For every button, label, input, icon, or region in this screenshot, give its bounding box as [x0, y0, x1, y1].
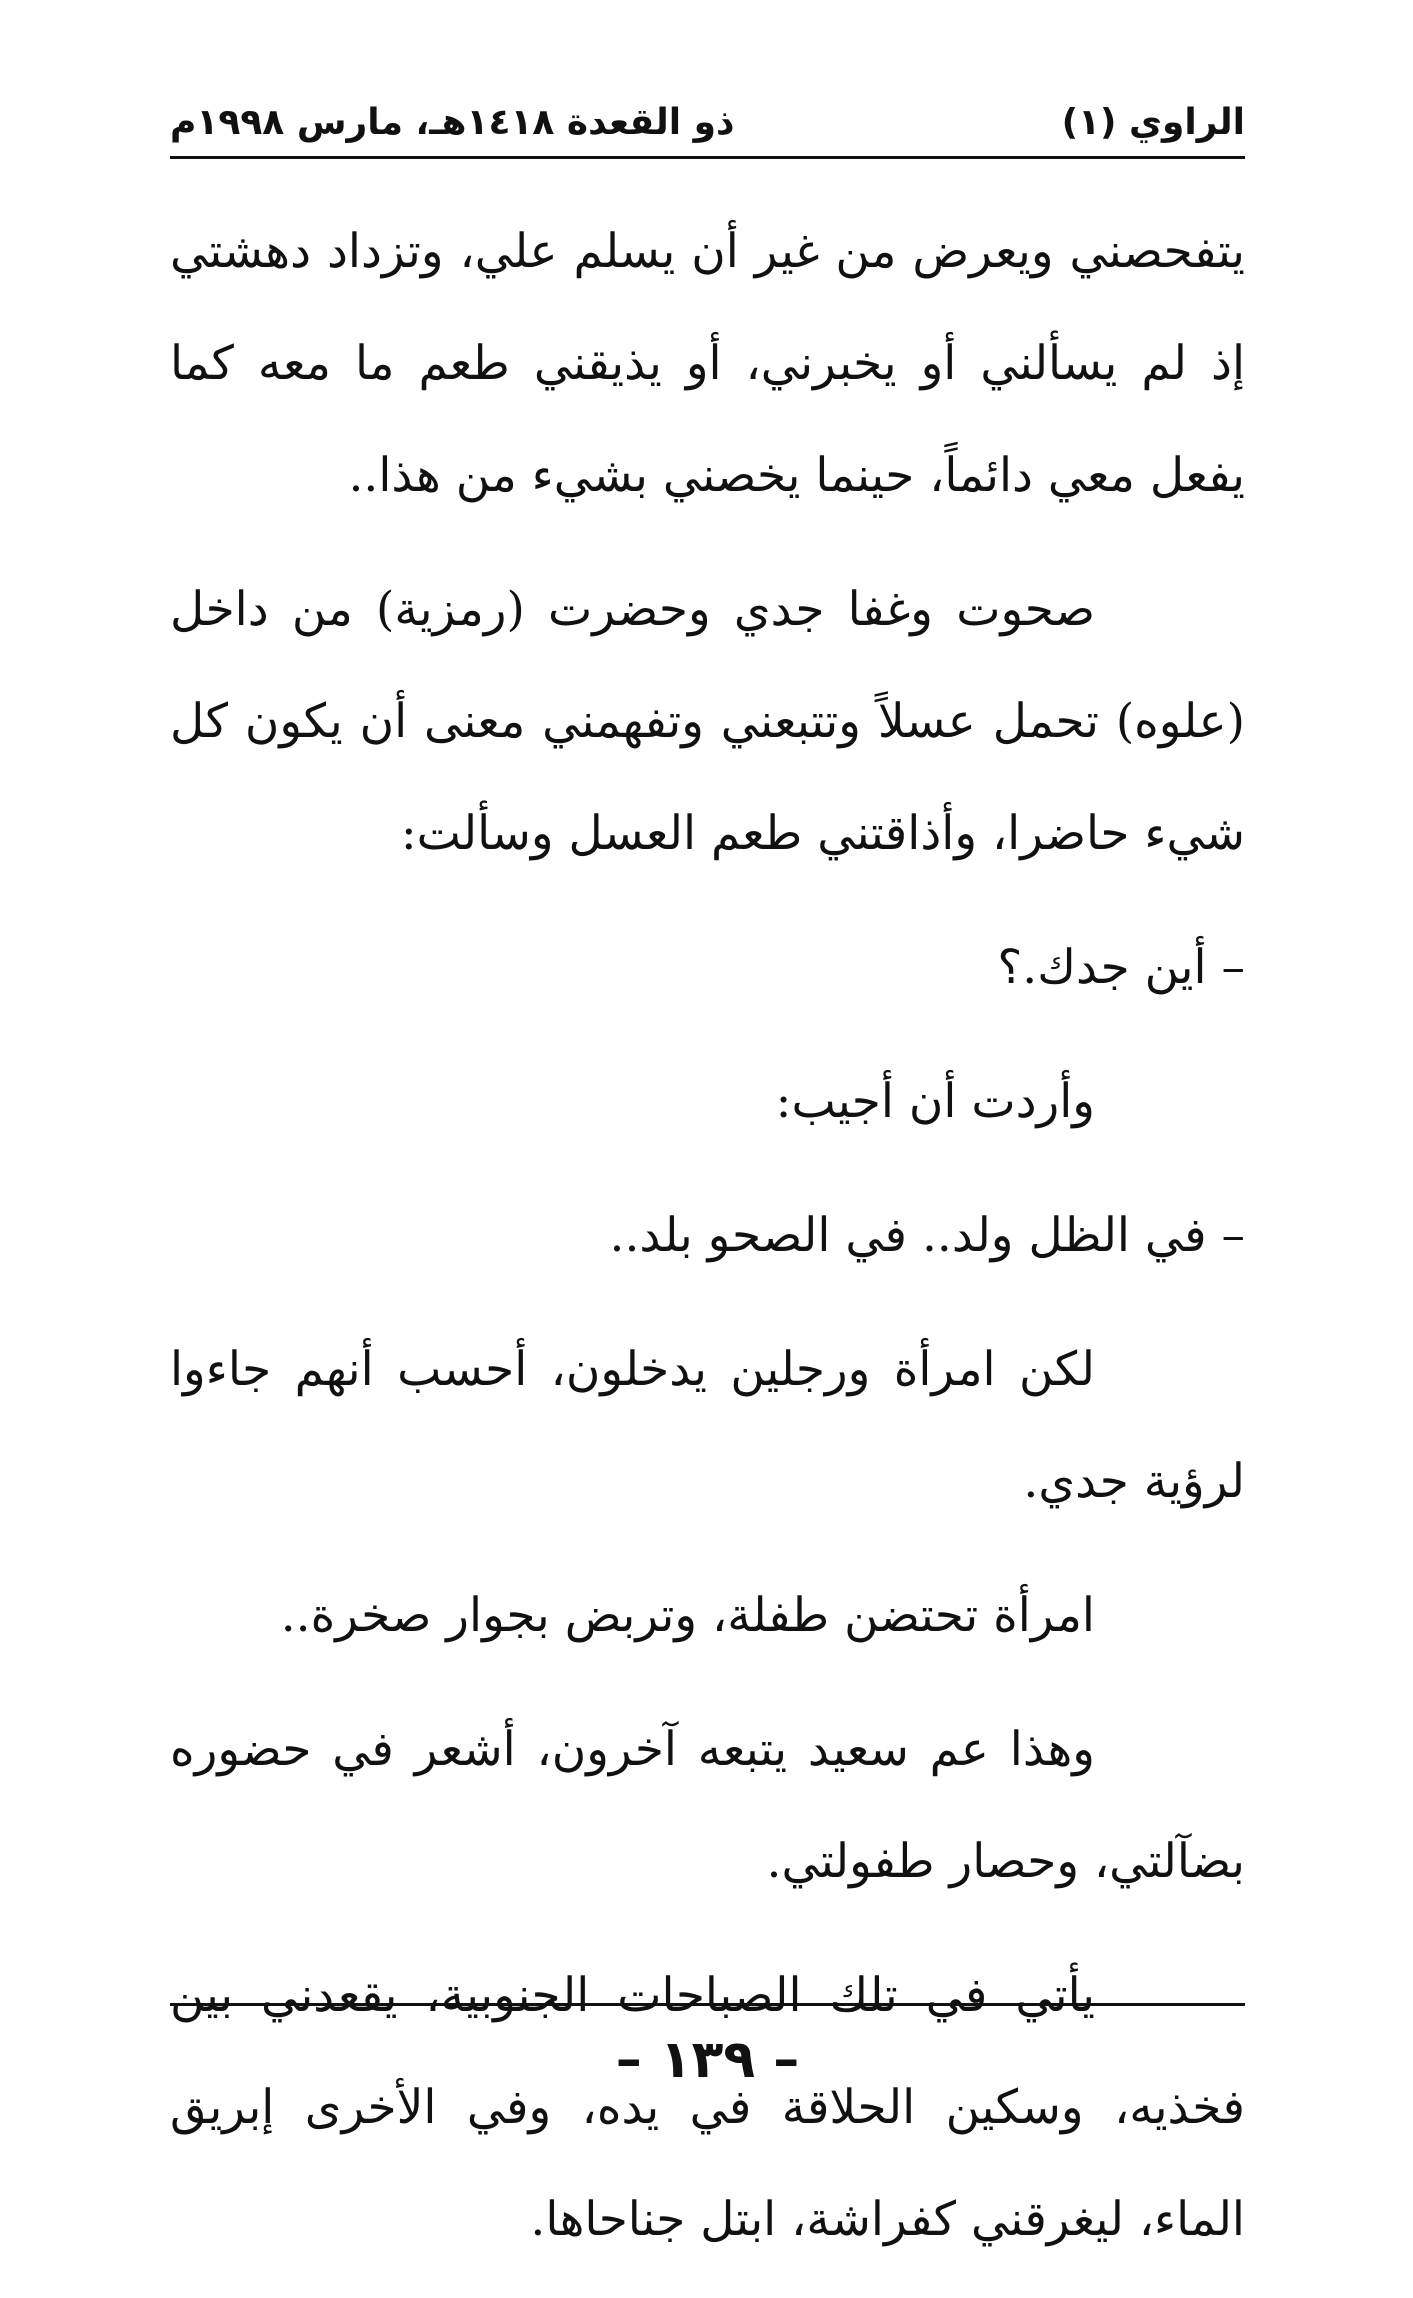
paragraph: يأتي في تلك الصباحات الجنوبية، يقعدني بين فخذيه، وسكين الحلاقة في يده، وفي الأخرى إبريق الماء، ليغرقني كفراشة، ابتل جناحاها.	[170, 1968, 1245, 2247]
paragraph: لكن امرأة ورجلين يدخلون، أحسب أنهم جاءوا لرؤية جدي.	[170, 1342, 1245, 1509]
document-page	[170, 0, 1245, 2247]
journal-title: الراوي (١)	[1061, 101, 1245, 143]
header-rule	[170, 156, 1245, 159]
page-number: – ١٣٩ –	[615, 2030, 800, 2090]
body-text	[170, 196, 1245, 2298]
running-header	[170, 92, 1245, 152]
dialogue-line: – أين جدك.؟	[997, 940, 1245, 995]
paragraph: يتفحصني ويعرض من غير أن يسلم علي، وتزداد دهشتي إذ لم يسألني أو يخبرني، أو يذيقني طعم ما معه كما يفعل معي دائماً، حينما يخصني بشيء من هذا..	[170, 224, 1245, 503]
paragraph: وأردت أن أجيب:	[775, 1074, 1095, 1129]
footer-rule	[170, 2003, 1245, 2006]
paragraph: امرأة تحتضن طفلة، وتربض بجوار صخرة..	[280, 1588, 1095, 1643]
paragraph: صحوت وغفا جدي وحضرت (رمزية) من داخل (علوه) تحمل عسلاً وتتبعني وتفهمني معنى أن يكون كل شيء حاضرا، وأذاقتني طعم العسل وسألت:	[170, 582, 1245, 861]
paragraph: وهذا عم سعيد يتبعه آخرون، أشعر في حضوره بضآلتي، وحصار طفولتي.	[170, 1722, 1245, 1889]
issue-date: ذو القعدة ١٤١٨هـ، مارس ١٩٩٨م	[170, 101, 735, 143]
dialogue-line: – في الظل ولد.. في الصحو بلد..	[609, 1208, 1245, 1263]
